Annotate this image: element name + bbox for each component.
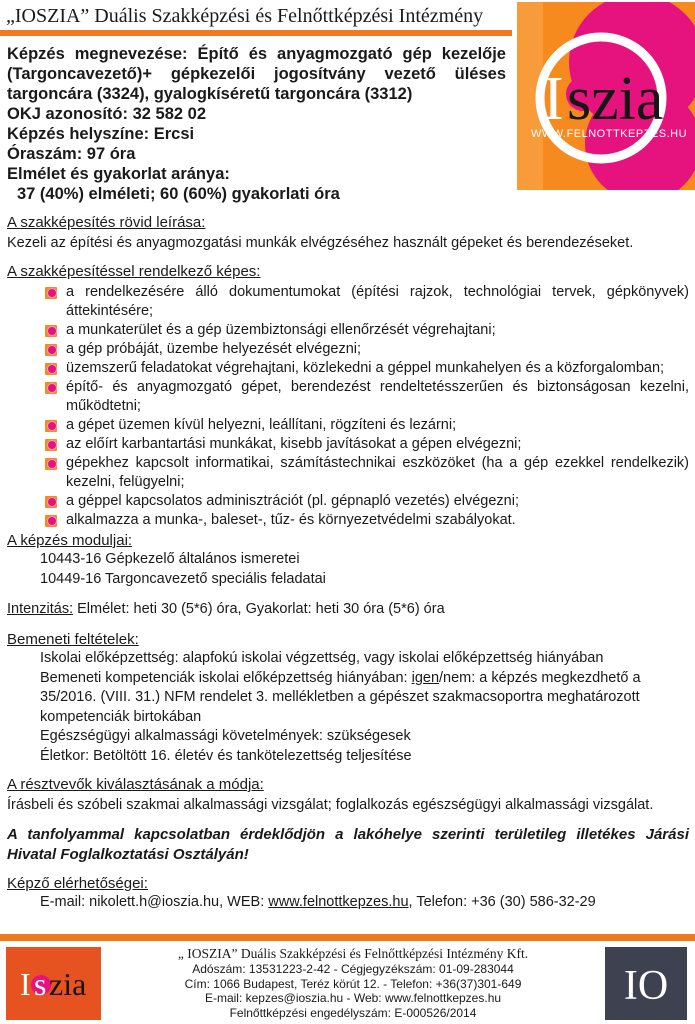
contact-email: E-mail: nikolett.h@ioszia.hu, WEB:: [40, 894, 269, 910]
course-title: Képzés megnevezése: Építő és anyagmozgató gép kezelője (Targoncavezető)+ gépkezelői jogosítvány vezető üléses targoncára (3324), gyalogkíséretű targoncára (3312): [7, 45, 506, 103]
ioszia-bullet-icon: [45, 515, 57, 527]
short-desc-heading: A szakképesítés rövid leírása:: [7, 214, 206, 231]
footer-tax-line: Adószám: 13531223-2-42 - Cégjegyzékszám: 01-09-283044: [192, 962, 514, 976]
ioszia-bullet-icon: [45, 344, 57, 356]
capabilities-list: [7, 283, 689, 530]
selection-body: Írásbeli és szóbeli szakmai alkalmassági vizsgálat; foglalkozás egészségügyi alkalmassági vizsgálat.: [7, 797, 654, 813]
entry-line-age: Életkor: Betöltött 16. életév és tankötelezettség teljesítése: [40, 747, 412, 764]
ioszia-bullet-icon: [45, 325, 57, 337]
contact-line: [40, 893, 689, 913]
short-desc-body: Kezeli az építési és anyagmozgatási munkák elvégzéséhez használt gépeket és berendezéseket.: [7, 235, 634, 251]
list-item: gépekhez kapcsolt informatikai, számítástechnikai eszközöket (ha a gép ezekkel rendelkezik) kezelni, felügyelni;: [7, 454, 689, 492]
entry-line-schooling: Iskolai előképzettség: alapfokú iskolai végzettség, vagy iskolai előképzettség hiányában: [40, 650, 604, 666]
list-item: a munkaterület és a gép üzembiztonsági ellenőrzését végrehajtani;: [7, 321, 689, 340]
footer-license-line: Felnőttképzési engedélyszám: E-000526/2014: [229, 1005, 477, 1020]
footer-address-line: Cím: 1066 Budapest, Teréz körút 12. - Telefon: +36(37)301-649: [184, 976, 522, 991]
course-ratio-value: 37 (40%) elméleti; 60 (60%) gyakorlati óra: [17, 185, 340, 203]
intensity-value: Elmélet: heti 30 (5*6) óra, Gyakorlat: heti 30 óra (5*6) óra: [77, 601, 445, 617]
footer-logo-io-text: IO: [623, 962, 669, 1009]
ioszia-bullet-icon: [45, 287, 57, 299]
list-item: építő- és anyagmozgató gépet, berendezést rendeltetésszerűen és biztonságosan kezelni, működtetni;: [7, 378, 689, 416]
ioszia-footer-logo: [6, 947, 101, 1020]
org-title: „IOSZIA” Duális Szakképzési és Felnőttképzési Intézmény: [6, 5, 484, 27]
list-item: üzemszerű feladatokat végrehajtani, közlekedni a géppel munkahelyen és a közforgalomban;: [7, 359, 689, 378]
footer-company-info: [101, 946, 605, 1020]
job-office-notice: A tanfolyammal kapcsolatban érdeklődjön a lakóhelye szerinti területileg illetékes Járási Hivatal Foglalkoztatási Osztályán!: [7, 826, 689, 863]
ioszia-logo: [517, 2, 695, 190]
ioszia-bullet-icon: [45, 382, 57, 394]
logo-letter-i: I: [543, 65, 564, 133]
course-location: Képzés helyszíne: Ercsi: [7, 125, 195, 143]
entry-yes-underlined: igen: [411, 669, 440, 686]
website-link[interactable]: www.felnottkepzes.hu,: [268, 894, 413, 910]
contact-phone: Telefon: +36 (30) 586-32-29: [412, 894, 596, 910]
footer-email-line: E-mail: kepzes@ioszia.hu - Web: www.felnottkepzes.hu: [204, 991, 502, 1005]
course-summary: [7, 44, 506, 204]
ioszia-footer-logo-image: [6, 947, 101, 1020]
footer-logo-letter-i: I: [20, 965, 31, 1002]
entry-line-competencies: Bemeneti kompetenciák iskolai előképzettség hiányában: igen/nem: a képzés megkezdhető a 35/2016. (VIII. 31.) NFM rendelet 3. mellékletben a gépészet szakmacsoportra meghatározott kompetenciák birtokában: [40, 669, 641, 725]
course-ratio-label: Elmélet és gyakorlat aránya:: [7, 165, 230, 183]
header-left: [0, 0, 512, 204]
list-item: a géppel kapcsolatos adminisztrációt (pl. gépnapló vezetés) elvégezni;: [7, 492, 689, 511]
entry-line-health: Egészségügyi alkalmassági követelmények: szükségesek: [40, 728, 411, 744]
module-item: 10443-16 Gépkezelő általános ismeretei: [40, 551, 300, 567]
course-hours: Óraszám: 97 óra: [7, 145, 136, 163]
list-item: a gép próbáját, üzembe helyezését elvégezni;: [7, 340, 689, 359]
selection-heading: A résztvevők kiválasztásának a módja:: [7, 776, 264, 793]
list-item: a gépet üzemen kívül helyezni, leállítani, rögzíteni és lezárni;: [7, 416, 689, 435]
header: [0, 0, 695, 204]
list-item: alkalmazza a munka-, baleset-, tűz- és környezetvédelmi szabályokat.: [7, 511, 689, 530]
intensity-line: [7, 600, 689, 619]
ioszia-bullet-icon: [45, 363, 57, 375]
logo-letters-szia: szia: [567, 65, 664, 133]
ioszia-bullet-icon: [45, 420, 57, 432]
module-item: 10449-16 Targoncavezető speciális feladatai: [40, 570, 326, 587]
intensity-heading: Intenzitás:: [7, 601, 74, 617]
io-footer-logo-image: [605, 947, 687, 1020]
logo-url-text: WWW.FELNOTTKEPZES.HU: [530, 128, 688, 140]
footer-logo-letter-s: s: [34, 965, 47, 1002]
footer-company-name: „ IOSZIA” Duális Szakképzési és Felnőttképzési Intézmény Kft.: [177, 946, 529, 961]
ioszia-bullet-icon: [45, 458, 57, 470]
ioszia-bullet-icon: [45, 496, 57, 508]
list-item: a rendelkezésére álló dokumentumokat (építési rajzok, technológiai tervek, gépkönyvek) áttekintésére;: [7, 283, 689, 321]
contact-heading: Képző elérhetőségei:: [7, 875, 148, 892]
io-footer-logo: [605, 947, 687, 1020]
header-divider: [0, 30, 512, 36]
ioszia-bullet-icon: [45, 439, 57, 451]
entry-heading: Bemeneti feltételek:: [7, 631, 139, 648]
footer-divider: [0, 934, 695, 941]
modules-heading: A képzés moduljai:: [7, 532, 133, 549]
course-okj: OKJ azonosító: 32 582 02: [7, 105, 206, 123]
list-item: az előírt karbantartási munkákat, kisebb javításokat a gépen elvégezni;: [7, 435, 689, 454]
footer: [0, 941, 695, 1024]
ioszia-logo-image: [517, 2, 695, 190]
footer-logo-letters-zia: zia: [49, 965, 87, 1002]
capabilities-heading: A szakképesítéssel rendelkező képes:: [7, 263, 261, 280]
